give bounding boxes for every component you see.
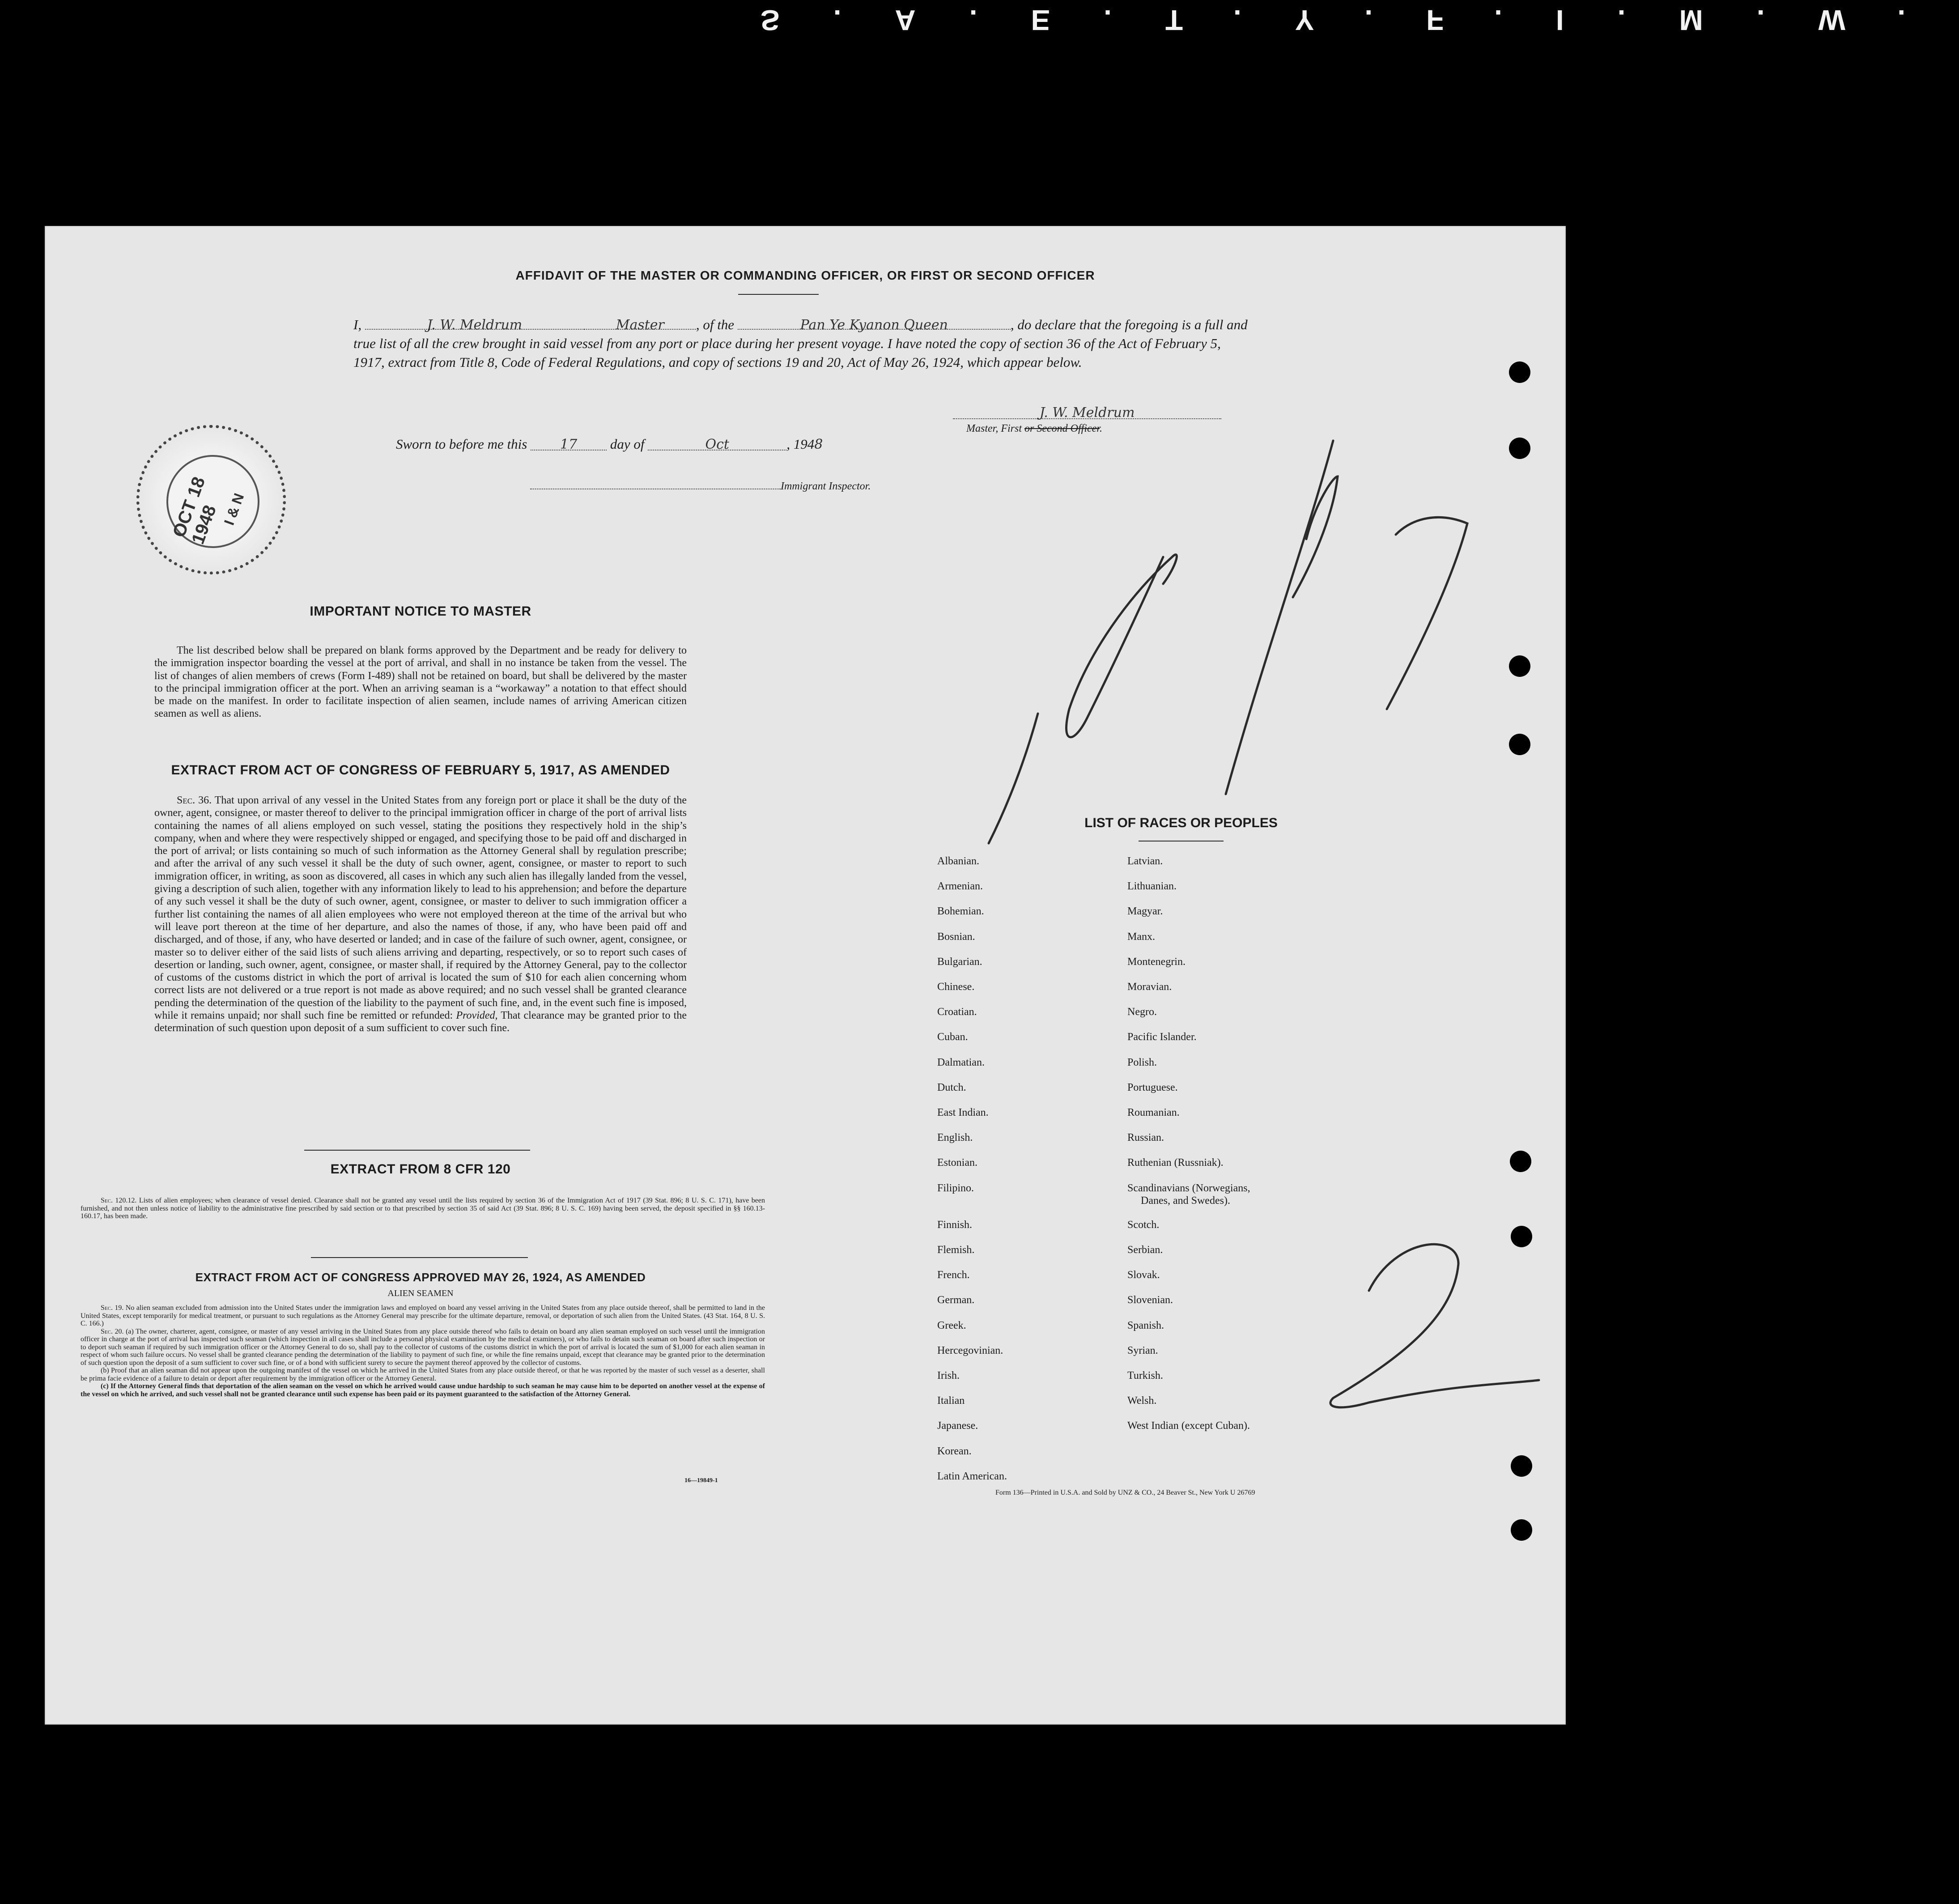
races-heading-rule xyxy=(1139,841,1224,842)
race-item: English. xyxy=(937,1132,973,1144)
inspector-line: Immigrant Inspector. xyxy=(530,479,871,493)
pencil-note-1017 xyxy=(989,441,1467,843)
binder-hole xyxy=(1509,734,1530,755)
race-item: Finnish. xyxy=(937,1219,973,1231)
race-item: Moravian. xyxy=(1127,981,1172,993)
race-item: Cuban. xyxy=(937,1031,968,1043)
race-item: West Indian (except Cuban). xyxy=(1127,1420,1250,1432)
race-item: Croatian. xyxy=(937,1006,977,1018)
race-item: Spanish. xyxy=(1127,1319,1164,1331)
race-item: Slovenian. xyxy=(1127,1294,1173,1306)
race-item: Latvian. xyxy=(1127,855,1163,867)
race-item: Chinese. xyxy=(937,981,975,993)
race-item: Hercegovinian. xyxy=(937,1344,1003,1356)
race-item: Dalmatian. xyxy=(937,1056,985,1068)
race-item: Scandinavians (Norwegians, xyxy=(1127,1182,1250,1194)
extract-1924-heading: EXTRACT FROM ACT OF CONGRESS APPROVED MAY 26, 1924, AS AMENDED xyxy=(195,1271,646,1284)
sworn-line: Sworn to before me this 17 day of Oct , 1948 xyxy=(396,436,823,452)
race-item: German. xyxy=(937,1294,975,1306)
race-item: Negro. xyxy=(1127,1006,1157,1018)
race-item: Russian. xyxy=(1127,1132,1164,1144)
binder-hole xyxy=(1511,1226,1532,1247)
race-item: Magyar. xyxy=(1127,905,1163,918)
inspector-signature-field[interactable] xyxy=(530,479,781,489)
race-item: Syrian. xyxy=(1127,1344,1158,1356)
binder-hole xyxy=(1509,361,1530,383)
race-item: Serbian. xyxy=(1127,1244,1163,1256)
race-item: Armenian. xyxy=(937,880,983,892)
race-item: Ruthenian (Russniak). xyxy=(1127,1157,1224,1169)
race-item: Turkish. xyxy=(1127,1370,1163,1381)
binder-hole xyxy=(1509,655,1530,677)
race-item: Greek. xyxy=(937,1319,966,1331)
race-item: Polish. xyxy=(1127,1056,1157,1068)
race-item: Filipino. xyxy=(937,1182,974,1194)
extract-1917-text: Sec. 36. That upon arrival of any vessel in the United States from any foreign port or place it shall be the duty of the owner, agent, consignee, or master thereof to deliver to the principal immigration officer in charge of the port of arrival lists containing the names of all aliens employed on such vessel, stating the positions they respectively hold in the ship’s company, when and where they were respectively shipped or engaged, and specifying those to be paid off and discharged in the port of arrival; or lists containing so much of such information as the Attorney General shall by regulation prescribe; and after the arrival of any such vessel it shall be the duty of such owner, agent, consignee, or master to report to such immigration officer, in writing, as soon as discovered, all cases in which any such alien has illegally landed from the vessel, giving a description of such alien, together with any information likely to lead to his apprehension; and before the departure of any such vessel it shall be the duty of such owner, agent, consignee, or master to deliver to such immigration officer a further list containing the names of all alien employees who were not employed thereon at the time of the arrival but who will leave port thereon at the time of her departure, and also the names of those, if any, who have been paid off and discharged, and of those, if any, who have deserted or landed; and in case of the failure of such owner, agent, consignee, or master so to deliver either of the said lists of such aliens arriving and departing, respectively, or so to report such cases of desertion or landing, such owner, agent, consignee, or master shall, if required by the Attorney General, pay to the collector of customs of the customs district in which the port of arrival is located the sum of $10 for each alien concerning whom correct lists are not delivered or a true report is not made as above required; and no such vessel shall be granted clearance pending the determination of the question of the liability to the payment of such fine, and, in the event such fine is imposed, while it remains unpaid; nor shall such fine be remitted or refunded: Provided, That clearance may be granted prior to the determination of such question upon deposit of a sum sufficient to cover such fine. xyxy=(154,795,687,1034)
race-item: Danes, and Swedes). xyxy=(1141,1194,1230,1207)
master-position-field[interactable]: Master xyxy=(584,315,696,330)
extract-cfr-heading: EXTRACT FROM 8 CFR 120 xyxy=(330,1162,511,1177)
extract-1924-text: Sec. 19. No alien seaman excluded from admission into the United States under the immigration laws and employed on board any vessel arriving in the United States from any place outside thereof, shall be permitted to land in the United States, except temporarily for medical treatment, or pursuant to such regulations as the Attorney General may prescribe for the ultimate departure, removal, or deportation of such alien from the United States. (43 Stat. 164, 8 U. S. C. 166.) Sec. 20. (a) The owner, charterer, agent, consignee, or master of any vessel arriving in the United States from any place outside thereof who fails to detain on board any alien seaman employed on such vessel until the immigration officer in charge at the port of arrival has inspected such seaman (which inspection in all cases shall include a personal physical examination by the medical examiners), or who fails to detain such seaman on board after such inspection or to deport such seaman if required by such immigration officer or the Attorney General to do so, shall pay to the collector of customs of the customs district in which the port of arrival is located the sum of $1,000 for each alien seaman in respect of whom such failure occurs. No vessel shall be granted clearance pending the determination of the liability to payment of such fine, or while the fine remains unpaid, except that clearance may be granted prior to the determination of such question upon the deposit of a sum sufficient to cover such fine, or of a bond with sufficient surety to secure the payment thereof approved by the collector of customs. (b) Proof that an alien seaman did not appear upon the outgoing manifest of the vessel on which he arrived in the United States from any place outside thereof, or that he was reported by the master of such vessel as a deserter, shall be prima facie evidence of a failure to detain or deport after requirement by the immigration officer or the Attorney General. (c) If the Attorney General finds that deportation of the alien seaman on the vessel on which he arrived would cause undue hardship to such seaman he may cause him to be deported on another vessel at the expense of the vessel on which he arrived, and such vessel shall not be granted clearance until such expense has been paid or its payment guaranteed to the satisfaction of the Attorney General. xyxy=(81,1304,765,1398)
master-signature: J. W. Meldrum xyxy=(1039,405,1135,421)
race-item: Welsh. xyxy=(1127,1395,1157,1407)
race-item: Korean. xyxy=(937,1445,972,1457)
film-edge-marks: S.A.E.T.Y.F.I.M.W. xyxy=(761,4,1959,36)
vessel-name-field[interactable]: Pan Ye Kyanon Queen xyxy=(738,315,1011,330)
extract-1917-heading: EXTRACT FROM ACT OF CONGRESS OF FEBRUARY 5, 1917, AS AMENDED xyxy=(171,763,670,778)
race-item: Portuguese. xyxy=(1127,1081,1178,1093)
inspection-stamp xyxy=(136,425,286,574)
race-item: Dutch. xyxy=(937,1081,966,1093)
section-divider-2 xyxy=(311,1257,528,1258)
race-item: Bosnian. xyxy=(937,931,975,943)
form-code: 16—19849-1 xyxy=(684,1477,718,1484)
pencil-note-2 xyxy=(1330,1244,1539,1407)
race-item: Japanese. xyxy=(937,1420,978,1432)
sworn-month-field[interactable]: Oct xyxy=(648,436,786,450)
affidavit-title-rule xyxy=(738,294,819,295)
notice-heading: IMPORTANT NOTICE TO MASTER xyxy=(310,604,531,619)
binder-hole xyxy=(1510,1151,1531,1172)
master-label: Master, First or Second Officer. xyxy=(966,423,1102,434)
race-item: Albanian. xyxy=(937,855,979,867)
race-item: Bohemian. xyxy=(937,905,984,918)
race-item: Montenegrin. xyxy=(1127,956,1186,968)
race-item: Estonian. xyxy=(937,1157,977,1169)
extract-1924-subtitle: ALIEN SEAMEN xyxy=(387,1288,454,1298)
binder-hole xyxy=(1511,1455,1532,1477)
affidavit-title: AFFIDAVIT OF THE MASTER OR COMMANDING OFFICER, OR FIRST OR SECOND OFFICER xyxy=(515,268,1095,282)
races-heading: LIST OF RACES OR PEOPLES xyxy=(1084,816,1278,830)
race-item: Scotch. xyxy=(1127,1219,1160,1231)
binder-hole xyxy=(1511,1519,1532,1541)
notice-text: The list described below shall be prepared on blank forms approved by the Department and be ready for delivery to the immigration inspector boarding the vessel at the port of arrival, and shall in no instance be taken from the vessel. The list of changes of alien members of crews (Form I-489) shall not be retained on board, but shall be delivered by the master to the principal immigration officer at the port. When an arriving seaman is a “workaway” a notation to that effect should be made on the manifest. In order to facilitate inspection of alien seamen, include names of arriving American citizen seamen as well as aliens. xyxy=(154,645,687,720)
race-item: French. xyxy=(937,1269,970,1281)
race-item: Italian xyxy=(937,1395,965,1407)
extract-cfr-text: Sec. 120.12. Lists of alien employees; when clearance of vessel denied. Clearance shall not be granted any vessel until the lists required by section 36 of the Immigration Act of 1917 (39 Stat. 896; 8 U. S. C. 171), have been furnished, and not then unless notice of liability to the administrative fine prescribed by said section or to that prescribed by section 35 of said Act (39 Stat. 896; 8 U. S. C. 169) having been served, the deposit specified in §§ 160.13-160.17, has been made. xyxy=(81,1197,765,1220)
section-divider-1 xyxy=(304,1150,530,1151)
sworn-day-field[interactable]: 17 xyxy=(531,436,607,450)
stamp-date: OCT 18 1948 I & N xyxy=(153,442,273,561)
race-item: Latin American. xyxy=(937,1470,1007,1482)
master-signature-field[interactable] xyxy=(953,405,1221,419)
binder-hole xyxy=(1509,438,1530,459)
race-item: Flemish. xyxy=(937,1244,975,1256)
affidavit-declaration: that the foregoing is a full and true list of all the crew brought in said vessel from any port or place during her present voyage. I have noted the copy of section 36 of the Act of February 5, 1917, extract from Title 8, Code of Federal Regulations, and copy of sections 19 and 20, Act of May 26, 1924, which appear below. xyxy=(353,317,1248,370)
race-item: Bulgarian. xyxy=(937,956,982,968)
form-printer-footer: Form 136—Printed in U.S.A. and Sold by UNZ & CO., 24 Beaver St., New York U 26769 xyxy=(995,1489,1255,1496)
affidavit-body: I, J. W. Meldrum Master , of the Pan Ye Kyanon Queen , do declare that the foregoing is a full and true list of all the crew brought in said vessel from any port or place during her present voyage. I have noted the copy of section 36 of the Act of February 5, 1917, extract from Title 8, Code of Federal Regulations, and copy of sections 19 and 20, Act of May 26, 1924, which appear below. xyxy=(353,315,1248,372)
race-item: Irish. xyxy=(937,1370,960,1381)
race-item: Slovak. xyxy=(1127,1269,1160,1281)
sworn-year-digit: 8 xyxy=(814,437,823,452)
race-item: Roumanian. xyxy=(1127,1107,1180,1118)
race-item: East Indian. xyxy=(937,1107,989,1118)
race-item: Manx. xyxy=(1127,931,1155,943)
master-name-field[interactable]: J. W. Meldrum xyxy=(365,315,584,330)
manifest-page xyxy=(45,226,1566,1725)
race-item: Lithuanian. xyxy=(1127,880,1177,892)
race-item: Pacific Islander. xyxy=(1127,1031,1197,1043)
